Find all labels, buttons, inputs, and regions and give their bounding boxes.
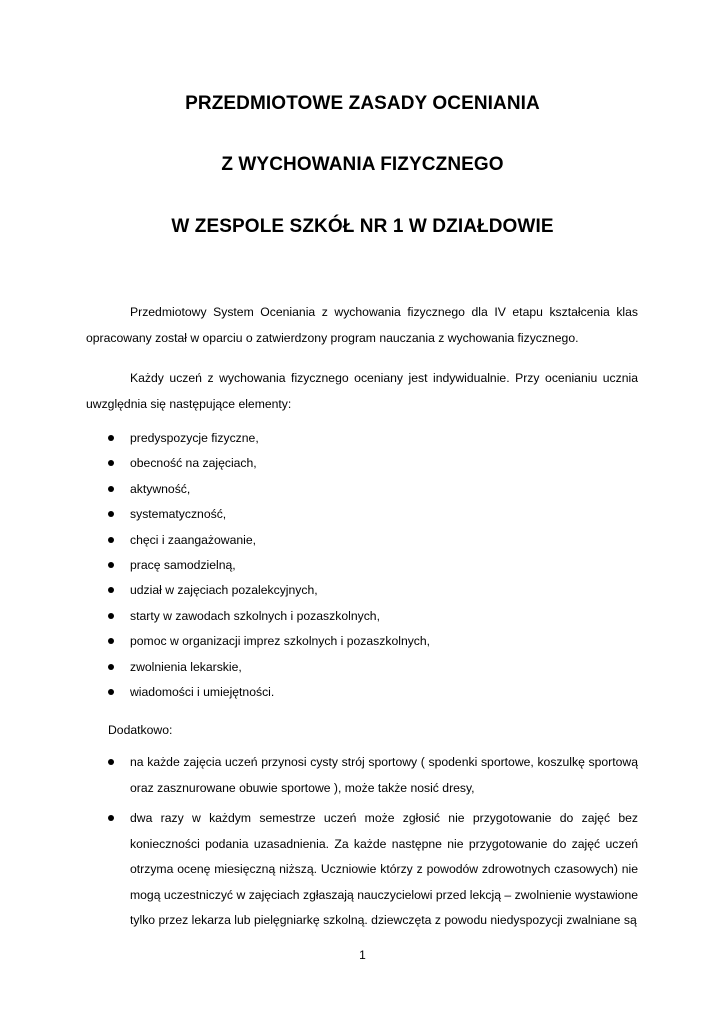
list-item: zwolnienia lekarskie, bbox=[108, 655, 638, 680]
bullet-icon bbox=[108, 587, 114, 593]
bullet-icon bbox=[108, 562, 114, 568]
intro-paragraph: Przedmiotowy System Oceniania z wychowania fizycznego dla IV etapu kształcenia klas opracowany został w oparciu o zatwierdzony program nauczania z wychowania fizycznego. bbox=[86, 305, 638, 345]
additional-label: Dodatkowo: bbox=[108, 723, 173, 737]
bullet-icon bbox=[108, 435, 114, 441]
list-item: udział w zajęciach pozalekcyjnych, bbox=[108, 578, 638, 603]
bullet-icon bbox=[108, 638, 114, 644]
individual-paragraph: Każdy uczeń z wychowania fizycznego oceniany jest indywidualnie. Przy ocenianiu ucznia uwzględnia się następujące elementy: bbox=[86, 371, 638, 411]
title-line-1: PRZEDMIOTOWE ZASADY OCENIANIA bbox=[185, 93, 540, 114]
list-item: predyspozycje fizyczne, bbox=[108, 426, 638, 451]
bullet-icon bbox=[108, 486, 114, 492]
list-item: wiadomości i umiejętności. bbox=[108, 680, 638, 705]
list-item: aktywność, bbox=[108, 477, 638, 502]
page-number: 1 bbox=[359, 948, 366, 962]
list-item: pracę samodzielną, bbox=[108, 553, 638, 578]
list-item: systematyczność, bbox=[108, 502, 638, 527]
list-item: dwa razy w każdym semestrze uczeń może zgłosić nie przygotowanie do zajęć bez konieczności podania uzasadnienia. Za każde następne nie przygotowanie do zajęć uczeń otrzyma ocenę miesięczną niższą. Uczniowie którzy z powodów zdrowotnych czasowych) nie mogą uczestniczyć w zajęciach zgłaszają nauczycielowi przed lekcją – zwolnienie wystawione tylko przez lekarza lub pielęgniarkę szkolną. dziewczęta z powodu niedyspozycji zwalniane są bbox=[108, 806, 638, 934]
list-item: na każde zajęcia uczeń przynosi cysty strój sportowy ( spodenki sportowe, koszulkę sportową oraz zasznurowane obuwie sportowe ), może także nosić dresy, bbox=[108, 750, 638, 801]
bullet-icon bbox=[108, 815, 114, 821]
bullet-icon bbox=[108, 689, 114, 695]
list-item: chęci i zaangażowanie, bbox=[108, 528, 638, 553]
bullet-icon bbox=[108, 664, 114, 670]
title-line-2: Z WYCHOWANIA FIZYCZNEGO bbox=[221, 154, 504, 175]
bullet-icon bbox=[108, 537, 114, 543]
bullet-icon bbox=[108, 613, 114, 619]
list-item: pomoc w organizacji imprez szkolnych i pozaszkolnych, bbox=[108, 629, 638, 654]
bullet-icon bbox=[108, 759, 114, 765]
title-line-3: W ZESPOLE SZKÓŁ NR 1 W DZIAŁDOWIE bbox=[171, 216, 554, 237]
bullet-icon bbox=[108, 460, 114, 466]
elements-list bbox=[108, 426, 638, 705]
list-item: starty w zawodach szkolnych i pozaszkolnych, bbox=[108, 604, 638, 629]
additional-list bbox=[108, 750, 638, 939]
bullet-icon bbox=[108, 511, 114, 517]
list-item: obecność na zajęciach, bbox=[108, 451, 638, 476]
